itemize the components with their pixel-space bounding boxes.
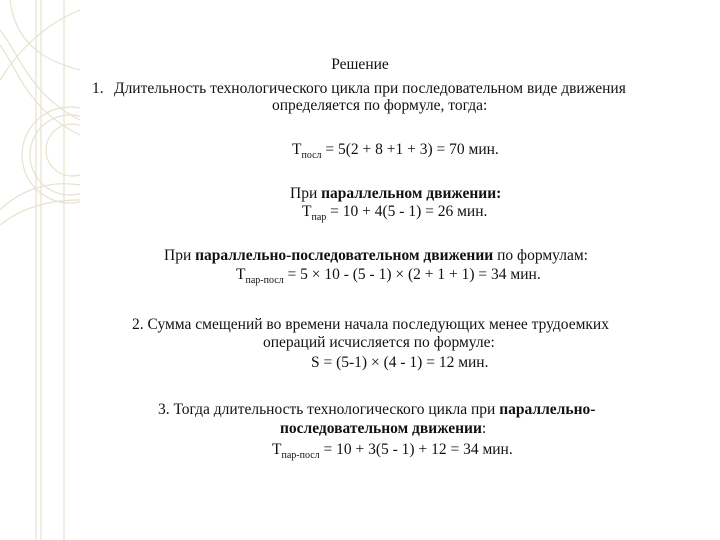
- item-2-line-1: 2. Сумма смещений во времени начала последующих менее трудоемких: [132, 316, 609, 333]
- formula-sequential: $T_{посл} = 5(2 + 8 +1 + 3) = 70$ мин.: [292, 141, 499, 161]
- formula-parallel-sequential: $T_{пар-посл} = 5 \times 10 - (5 - 1) \times (2 + 1 + 1) = 34$ мин.: [236, 266, 541, 286]
- parallel-sequential-heading: При параллельно-последовательном движении по формулам:: [164, 247, 588, 264]
- parallel-heading: При параллельном движении:: [290, 185, 502, 202]
- item-1-line-1: Длительность технологического цикла при последовательном виде движения: [114, 80, 626, 97]
- item-1-line-2: определяется по формуле, тогда:: [272, 97, 488, 114]
- item-1-number: 1.: [92, 80, 104, 97]
- item-3-line-1: 3. Тогда длительность технологического цикла при параллельно-: [158, 401, 596, 418]
- solution-title: Решение: [331, 56, 389, 73]
- formula-parallel: $T_{пар} = 10 + 4(5 - 1) = 26$ мин.: [302, 203, 488, 223]
- item-2-line-2: операций исчисляется по формуле:: [263, 334, 495, 351]
- formula-offset-sum: S = (5-1) × (4 - 1) = 12 мин.: [311, 354, 489, 371]
- item-3-line-2: последовательном движении:: [280, 420, 487, 437]
- formula-final: $T_{пар-посл} = 10 + 3(5 - 1) + 12 = 34$ мин.: [272, 441, 513, 461]
